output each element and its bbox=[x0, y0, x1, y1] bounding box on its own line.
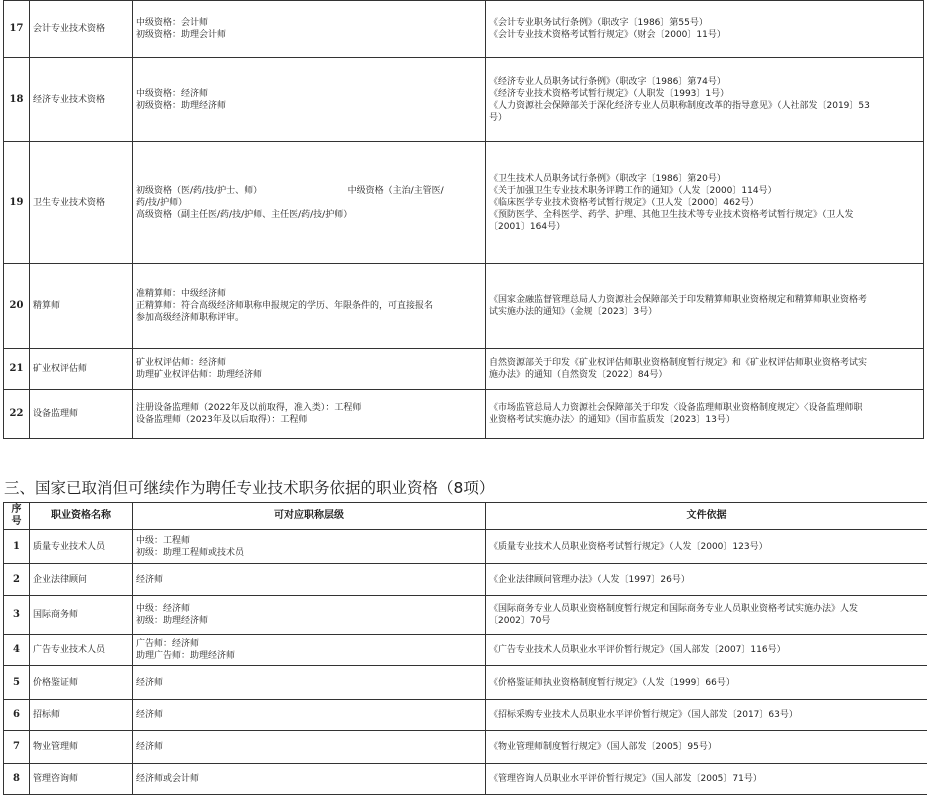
title-level-line: 设备监理师（2023年及以后取得）：工程师 bbox=[136, 415, 308, 425]
title-levels-cell bbox=[133, 58, 486, 142]
document-line: 《物业管理师制度暂行规定》（国人部发〔2005〕95号） bbox=[489, 742, 717, 752]
document-line: 《市场监管总局人力资源社会保障部关于印发〈设备监理师职业资格制度规定〉〈设备监理师职 bbox=[489, 403, 863, 413]
title-levels-cell bbox=[133, 142, 486, 264]
title-levels-cell bbox=[133, 390, 486, 439]
table-row bbox=[4, 666, 927, 700]
table-row bbox=[4, 700, 927, 731]
document-basis-cell bbox=[486, 596, 927, 635]
document-line: 〔2001〕164号） bbox=[489, 221, 566, 232]
document-line: 《企业法律顾问管理办法》（人发〔1997〕26号） bbox=[489, 574, 690, 585]
table-row bbox=[4, 390, 924, 439]
qualification-name: 卫生专业技术资格 bbox=[30, 142, 133, 264]
header-name: 职业资格名称 bbox=[30, 503, 133, 530]
document-line: 《管理咨询人员职业水平评价暂行规定》（国人部发〔2005〕71号） bbox=[489, 774, 762, 784]
table-row bbox=[4, 142, 924, 264]
table-row bbox=[4, 349, 924, 390]
title-level-line: 经济师 bbox=[136, 742, 164, 752]
title-level-line: 高级资格（副主任医/药/技/护师、主任医/药/技/护师） bbox=[136, 209, 353, 220]
title-levels-cell bbox=[133, 666, 486, 700]
document-basis-cell bbox=[486, 764, 927, 795]
title-levels-cell bbox=[133, 635, 486, 666]
qualification-name: 矿业权评估师 bbox=[30, 349, 133, 390]
table-row bbox=[4, 530, 927, 564]
row-number: 2 bbox=[4, 564, 30, 596]
document-line: 施办法》的通知（自然资发〔2022〕84号） bbox=[489, 370, 668, 380]
qualification-name: 质量专业技术人员 bbox=[30, 530, 133, 564]
table-row bbox=[4, 1, 924, 58]
title-levels-cell bbox=[133, 564, 486, 596]
document-basis-cell bbox=[486, 564, 927, 596]
title-level-line: 矿业权评估师：经济师 bbox=[136, 358, 227, 368]
qualification-name: 国际商务师 bbox=[30, 596, 133, 635]
document-line: 《关于加强卫生专业技术职务评聘工作的通知》（人发〔2000〕114号） bbox=[489, 185, 777, 196]
header-no: 序号 bbox=[4, 503, 30, 530]
qualification-name: 管理咨询师 bbox=[30, 764, 133, 795]
title-levels-cell bbox=[133, 700, 486, 731]
qualification-name: 会计专业技术资格 bbox=[30, 1, 133, 58]
document-line: 《会计专业技术资格考试暂行规定》（财会〔2000〕11号） bbox=[489, 30, 726, 40]
title-levels-cell bbox=[133, 530, 486, 564]
document-basis-cell bbox=[486, 666, 927, 700]
document-line: 《广告专业技术人员职业水平评价暂行规定》（国人部发〔2007〕116号） bbox=[489, 645, 786, 655]
document-basis-cell bbox=[486, 700, 927, 731]
document-line: 《国际商务专业人员职业资格制度暂行规定和国际商务专业人员职业资格考试实施办法》人发 bbox=[489, 604, 859, 614]
title-level-line: 初级资格（医/药/技/护士、师） 中级资格（主治/主管医/ bbox=[136, 185, 444, 196]
table-row bbox=[4, 264, 924, 349]
title-level-line: 初级资格：助理会计师 bbox=[136, 30, 227, 40]
title-level-line: 药/技/护师） bbox=[136, 197, 188, 208]
table-row bbox=[4, 564, 927, 596]
document-line: 《经济专业技术资格考试暂行规定》（人职发〔1993〕1号） bbox=[489, 88, 730, 99]
document-basis-cell bbox=[486, 264, 924, 349]
title-level-line: 初级资格：助理经济师 bbox=[136, 100, 227, 111]
table-row bbox=[4, 596, 927, 635]
document-line: 《会计专业职务试行条例》（职改字〔1986〕第55号） bbox=[489, 18, 708, 28]
row-number: 17 bbox=[4, 1, 30, 58]
document-line: 试实施办法的通知》（金规〔2023〕3号） bbox=[489, 307, 658, 317]
document-line: 《预防医学、全科医学、药学、护理、其他卫生技术等专业技术资格考试暂行规定》（卫人发 bbox=[489, 209, 854, 220]
document-line: 《质量专业技术人员职业资格考试暂行规定》（人发〔2000〕123号） bbox=[489, 541, 768, 552]
document-line: 《价格鉴证师执业资格制度暂行规定》（人发〔1999〕66号） bbox=[489, 677, 735, 688]
title-level-line: 参加高级经济师职称评审。 bbox=[136, 313, 245, 323]
document-line: 〔2002〕70号 bbox=[489, 616, 551, 626]
document-basis-cell bbox=[486, 530, 927, 564]
title-level-line: 初级：助理经济师 bbox=[136, 616, 209, 626]
table-header-row bbox=[4, 503, 927, 530]
row-number: 1 bbox=[4, 530, 30, 564]
row-number: 5 bbox=[4, 666, 30, 700]
document-basis-cell bbox=[486, 349, 924, 390]
title-level-line: 中级资格：会计师 bbox=[136, 18, 209, 28]
title-level-line: 正精算师：符合高级经济师职称申报规定的学历、年限条件的，可直接报名 bbox=[136, 301, 434, 311]
document-basis-cell bbox=[486, 390, 924, 439]
row-number: 8 bbox=[4, 764, 30, 795]
header-docs: 文件依据 bbox=[486, 503, 927, 530]
row-number: 21 bbox=[4, 349, 30, 390]
document-line: 《人力资源社会保障部关于深化经济专业人员职称制度改革的指导意见》（人社部发〔2019〕53 bbox=[489, 100, 870, 111]
cancelled-qualification-table bbox=[3, 502, 927, 795]
title-level-line: 经济师或会计师 bbox=[136, 774, 200, 784]
title-levels-cell bbox=[133, 764, 486, 795]
title-level-line: 经济师 bbox=[136, 677, 164, 688]
title-level-line: 中级：工程师 bbox=[136, 535, 191, 546]
section-title: 三、国家已取消但可继续作为聘任专业技术职务依据的职业资格（8项） bbox=[4, 479, 495, 497]
row-number: 3 bbox=[4, 596, 30, 635]
document-line: 《招标采购专业技术人员职业水平评价暂行规定》（国人部发〔2017〕63号） bbox=[489, 710, 798, 720]
document-basis-cell bbox=[486, 635, 927, 666]
qualification-name: 设备监理师 bbox=[30, 390, 133, 439]
title-level-line: 助理广告师：助理经济师 bbox=[136, 651, 236, 661]
title-level-line: 中级资格：经济师 bbox=[136, 88, 209, 99]
row-number: 4 bbox=[4, 635, 30, 666]
document-line: 自然资源部关于印发《矿业权评估师职业资格制度暂行规定》和《矿业权评估师职业资格考试实 bbox=[489, 358, 868, 368]
qualification-table-part2 bbox=[3, 0, 924, 439]
document-line: 《卫生技术人员职务试行条例》（职改字〔1986〕第20号） bbox=[489, 173, 726, 184]
row-number: 6 bbox=[4, 700, 30, 731]
document-basis-cell bbox=[486, 1, 924, 58]
title-level-line: 注册设备监理师（2022年及以前取得，准入类）：工程师 bbox=[136, 403, 362, 413]
row-number: 7 bbox=[4, 731, 30, 764]
table-row bbox=[4, 635, 927, 666]
title-levels-cell bbox=[133, 731, 486, 764]
title-level-line: 经济师 bbox=[136, 574, 164, 585]
title-level-line: 准精算师：中级经济师 bbox=[136, 289, 227, 299]
row-number: 20 bbox=[4, 264, 30, 349]
table-row bbox=[4, 764, 927, 795]
document-line: 号） bbox=[489, 112, 508, 123]
title-level-line: 助理矿业权评估师：助理经济师 bbox=[136, 370, 263, 380]
document-line: 《国家金融监督管理总局人力资源社会保障部关于印发精算师职业资格规定和精算师职业资格考 bbox=[489, 295, 868, 305]
table-row bbox=[4, 58, 924, 142]
row-number: 22 bbox=[4, 390, 30, 439]
title-level-line: 经济师 bbox=[136, 710, 164, 720]
qualification-name: 企业法律顾问 bbox=[30, 564, 133, 596]
row-number: 18 bbox=[4, 58, 30, 142]
qualification-name: 招标师 bbox=[30, 700, 133, 731]
row-number: 19 bbox=[4, 142, 30, 264]
qualification-name: 精算师 bbox=[30, 264, 133, 349]
title-levels-cell bbox=[133, 1, 486, 58]
title-levels-cell bbox=[133, 349, 486, 390]
document-basis-cell bbox=[486, 58, 924, 142]
qualification-name: 广告专业技术人员 bbox=[30, 635, 133, 666]
table-row bbox=[4, 731, 927, 764]
title-levels-cell bbox=[133, 596, 486, 635]
title-level-line: 初级：助理工程师或技术员 bbox=[136, 547, 245, 558]
document-basis-cell bbox=[486, 731, 927, 764]
document-line: 《临床医学专业技术资格考试暂行规定》（卫人发〔2000〕462号） bbox=[489, 197, 759, 208]
title-level-line: 中级：经济师 bbox=[136, 604, 191, 614]
title-level-line: 广告师：经济师 bbox=[136, 639, 200, 649]
qualification-name: 价格鉴证师 bbox=[30, 666, 133, 700]
qualification-name: 经济专业技术资格 bbox=[30, 58, 133, 142]
document-line: 《经济专业人员职务试行条例》（职改字〔1986〕第74号） bbox=[489, 76, 726, 87]
qualification-name: 物业管理师 bbox=[30, 731, 133, 764]
document-basis-cell bbox=[486, 142, 924, 264]
header-levels: 可对应职称层级 bbox=[133, 503, 486, 530]
title-levels-cell bbox=[133, 264, 486, 349]
document-line: 业资格考试实施办法〉的通知》（国市监质发〔2023〕13号） bbox=[489, 415, 735, 425]
